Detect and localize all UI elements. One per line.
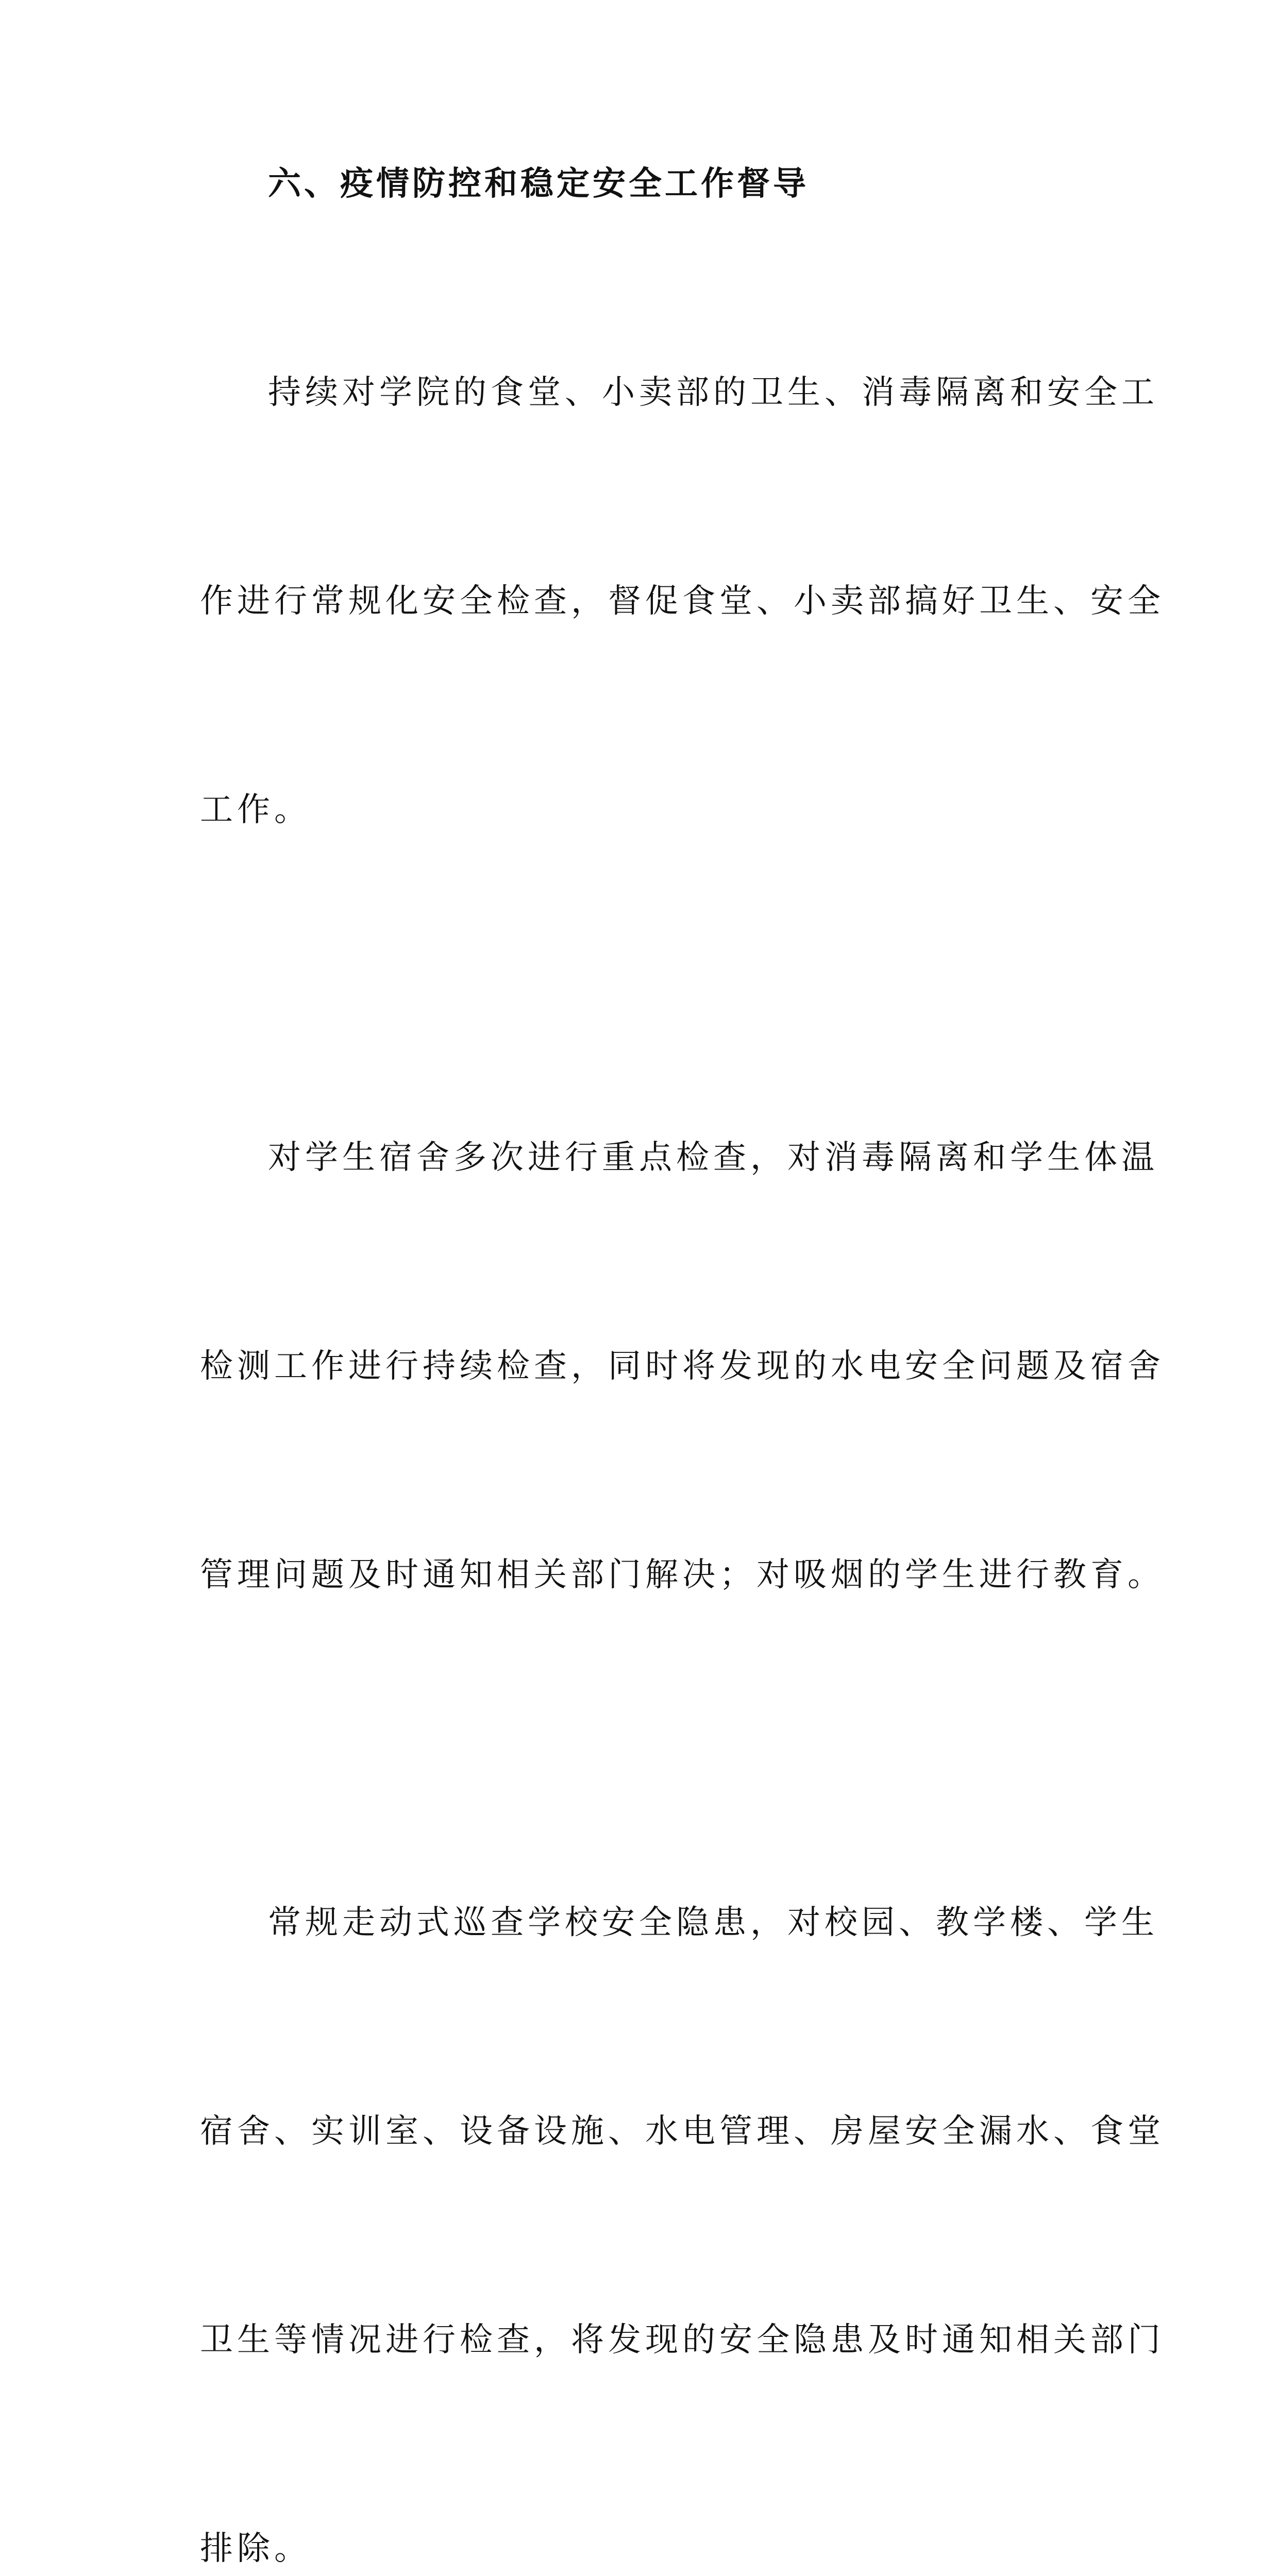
paragraph-line: 检测工作进行持续检查，同时将发现的水电安全问题及宿舍 bbox=[200, 1347, 1165, 1385]
paragraph-line: 常规走动式巡查学校安全隐患，对校园、教学楼、学生 bbox=[268, 1904, 1158, 1942]
paragraph-line: 对学生宿舍多次进行重点检查，对消毒隔离和学生体温 bbox=[268, 1139, 1158, 1177]
paragraph-line: 管理问题及时通知相关部门解决；对吸烟的学生进行教育。 bbox=[200, 1556, 1165, 1594]
paragraph-line: 宿舍、实训室、设备设施、水电管理、房屋安全漏水、食堂 bbox=[200, 2112, 1165, 2150]
paragraph-line: 卫生等情况进行检查，将发现的安全隐患及时通知相关部门 bbox=[200, 2321, 1165, 2359]
paragraph-line: 工作。 bbox=[200, 791, 311, 829]
paragraph-line: 排除。 bbox=[200, 2530, 311, 2568]
paragraph-dormitory-inspection bbox=[200, 984, 1165, 1749]
paragraph-line: 作进行常规化安全检查，督促食堂、小卖部搞好卫生、安全 bbox=[200, 582, 1165, 620]
paragraph-campus-patrol bbox=[200, 1749, 1165, 2576]
paragraph-line: 持续对学院的食堂、小卖部的卫生、消毒隔离和安全工 bbox=[268, 374, 1158, 412]
section-heading-6: 六、疫情防控和稳定安全工作督导 bbox=[268, 165, 809, 203]
document-body bbox=[200, 149, 1165, 2576]
paragraph-canteen-inspection bbox=[200, 219, 1165, 984]
